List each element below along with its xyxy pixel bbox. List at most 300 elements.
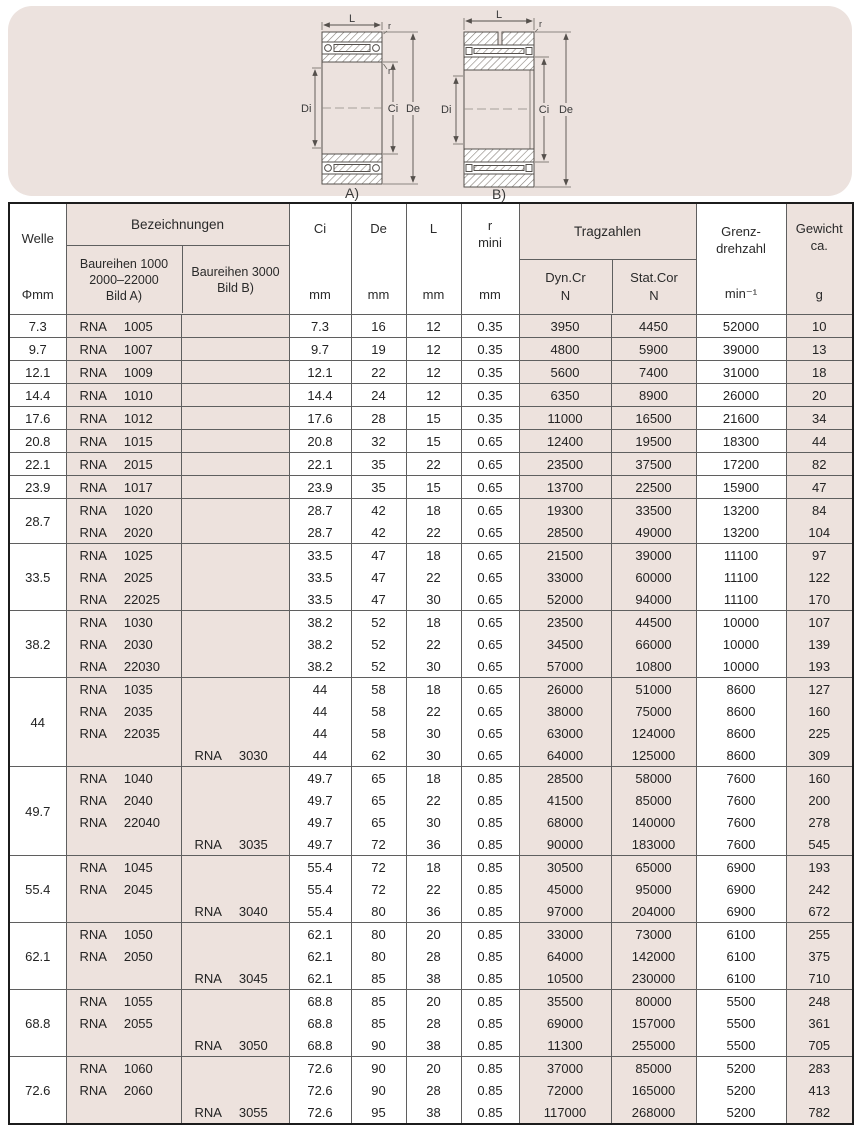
cell-ci: 55.4 bbox=[289, 856, 351, 879]
cell-ci: 72.6 bbox=[289, 1057, 351, 1080]
cell-designation-a: RNA 1015 bbox=[66, 430, 181, 453]
cell-gewicht: 107 bbox=[786, 611, 853, 634]
cell-grenzdrehzahl: 6900 bbox=[696, 856, 786, 879]
cell-l: 30 bbox=[406, 811, 461, 833]
header-l-unit: mm bbox=[422, 287, 445, 302]
cell-r-mini: 0.65 bbox=[461, 476, 519, 499]
grenz-unit: min⁻¹ bbox=[724, 286, 758, 301]
cell-de: 65 bbox=[351, 789, 406, 811]
table-row bbox=[9, 384, 853, 407]
cell-dyn-cr: 19300 bbox=[519, 499, 611, 522]
cell-dyn-cr: 38000 bbox=[519, 700, 611, 722]
cell-dyn-cr: 13700 bbox=[519, 476, 611, 499]
cell-gewicht: 193 bbox=[786, 655, 853, 678]
table-row bbox=[9, 1034, 853, 1057]
cell-dyn-cr: 69000 bbox=[519, 1012, 611, 1034]
header-stat-cor bbox=[612, 260, 696, 313]
cell-stat-cor: 39000 bbox=[611, 544, 696, 567]
cell-designation-a: RNA 1035 bbox=[66, 678, 181, 701]
table-header-row bbox=[9, 203, 853, 315]
cell-l: 22 bbox=[406, 633, 461, 655]
cell-stat-cor: 58000 bbox=[611, 767, 696, 790]
cell-ci: 49.7 bbox=[289, 789, 351, 811]
cell-designation-a: RNA 2060 bbox=[66, 1079, 181, 1101]
cell-stat-cor: 16500 bbox=[611, 407, 696, 430]
figure-a-caption: A) bbox=[345, 185, 359, 201]
cell-grenzdrehzahl: 52000 bbox=[696, 315, 786, 338]
header-r-unit: mm bbox=[479, 287, 501, 302]
cell-stat-cor: 165000 bbox=[611, 1079, 696, 1101]
cell-l: 36 bbox=[406, 833, 461, 856]
cell-stat-cor: 8900 bbox=[611, 384, 696, 407]
cell-designation-a: RNA 1030 bbox=[66, 611, 181, 634]
cell-gewicht: 248 bbox=[786, 990, 853, 1013]
cell-welle: 55.4 bbox=[9, 856, 66, 923]
table-row bbox=[9, 878, 853, 900]
cell-l: 15 bbox=[406, 430, 461, 453]
cell-dyn-cr: 68000 bbox=[519, 811, 611, 833]
cell-de: 85 bbox=[351, 990, 406, 1013]
cell-designation-b bbox=[181, 315, 289, 338]
cell-designation-b bbox=[181, 566, 289, 588]
cell-welle: 14.4 bbox=[9, 384, 66, 407]
cell-welle: 72.6 bbox=[9, 1057, 66, 1125]
cell-stat-cor: 95000 bbox=[611, 878, 696, 900]
cell-dyn-cr: 11000 bbox=[519, 407, 611, 430]
cell-gewicht: 705 bbox=[786, 1034, 853, 1057]
cell-r-mini: 0.85 bbox=[461, 1057, 519, 1080]
cell-stat-cor: 94000 bbox=[611, 588, 696, 611]
dim-r-top-label: r bbox=[388, 21, 391, 31]
header-welle-label: Welle bbox=[21, 231, 54, 246]
cell-r-mini: 0.65 bbox=[461, 566, 519, 588]
cell-dyn-cr: 12400 bbox=[519, 430, 611, 453]
cell-dyn-cr: 37000 bbox=[519, 1057, 611, 1080]
dim-de-label: De bbox=[558, 104, 574, 116]
cell-designation-a: RNA 22025 bbox=[66, 588, 181, 611]
header-baureihen-b bbox=[182, 246, 289, 313]
cell-grenzdrehzahl: 18300 bbox=[696, 430, 786, 453]
cell-grenzdrehzahl: 11100 bbox=[696, 588, 786, 611]
cell-gewicht: 127 bbox=[786, 678, 853, 701]
cell-grenzdrehzahl: 8600 bbox=[696, 722, 786, 744]
cell-de: 47 bbox=[351, 544, 406, 567]
cell-gewicht: 47 bbox=[786, 476, 853, 499]
cell-designation-b bbox=[181, 1057, 289, 1080]
cell-r-mini: 0.65 bbox=[461, 521, 519, 544]
cell-designation-a: RNA 1025 bbox=[66, 544, 181, 567]
cell-ci: 12.1 bbox=[289, 361, 351, 384]
cell-l: 22 bbox=[406, 566, 461, 588]
cell-stat-cor: 85000 bbox=[611, 1057, 696, 1080]
cell-grenzdrehzahl: 39000 bbox=[696, 338, 786, 361]
cell-designation-b bbox=[181, 476, 289, 499]
cell-r-mini: 0.85 bbox=[461, 923, 519, 946]
header-welle-unit: Φmm bbox=[21, 287, 54, 302]
cell-de: 35 bbox=[351, 476, 406, 499]
cell-l: 38 bbox=[406, 1034, 461, 1057]
cell-ci: 7.3 bbox=[289, 315, 351, 338]
cell-stat-cor: 80000 bbox=[611, 990, 696, 1013]
cell-designation-b: RNA 3050 bbox=[181, 1034, 289, 1057]
header-de-label: De bbox=[370, 221, 387, 236]
cell-designation-a: RNA 1060 bbox=[66, 1057, 181, 1080]
cell-r-mini: 0.85 bbox=[461, 1034, 519, 1057]
table-row bbox=[9, 655, 853, 678]
table-row bbox=[9, 744, 853, 767]
cell-designation-b: RNA 3030 bbox=[181, 744, 289, 767]
cell-dyn-cr: 64000 bbox=[519, 945, 611, 967]
cell-welle: 9.7 bbox=[9, 338, 66, 361]
table-row bbox=[9, 544, 853, 567]
cell-gewicht: 13 bbox=[786, 338, 853, 361]
cell-ci: 28.7 bbox=[289, 521, 351, 544]
header-bezeichnungen-label: Bezeichnungen bbox=[67, 204, 289, 246]
cell-l: 22 bbox=[406, 521, 461, 544]
cell-grenzdrehzahl: 5200 bbox=[696, 1079, 786, 1101]
cell-stat-cor: 33500 bbox=[611, 499, 696, 522]
cell-de: 32 bbox=[351, 430, 406, 453]
cell-designation-b bbox=[181, 1079, 289, 1101]
baureihen-a-line1: Baureihen 1000 bbox=[79, 256, 169, 271]
dim-di-label: Di bbox=[441, 104, 452, 116]
cell-r-mini: 0.65 bbox=[461, 655, 519, 678]
header-de bbox=[351, 203, 406, 315]
table-row bbox=[9, 1079, 853, 1101]
cell-r-mini: 0.85 bbox=[461, 811, 519, 833]
cell-de: 80 bbox=[351, 923, 406, 946]
cell-stat-cor: 230000 bbox=[611, 967, 696, 990]
cell-l: 36 bbox=[406, 900, 461, 923]
cell-dyn-cr: 4800 bbox=[519, 338, 611, 361]
cell-de: 52 bbox=[351, 611, 406, 634]
cell-l: 22 bbox=[406, 789, 461, 811]
cell-r-mini: 0.65 bbox=[461, 430, 519, 453]
header-tragzahlen-label: Tragzahlen bbox=[520, 204, 696, 260]
cell-gewicht: 104 bbox=[786, 521, 853, 544]
cell-ci: 14.4 bbox=[289, 384, 351, 407]
cell-stat-cor: 85000 bbox=[611, 789, 696, 811]
cell-grenzdrehzahl: 6100 bbox=[696, 967, 786, 990]
cell-grenzdrehzahl: 6900 bbox=[696, 878, 786, 900]
cell-de: 58 bbox=[351, 700, 406, 722]
cell-de: 47 bbox=[351, 566, 406, 588]
header-l bbox=[406, 203, 461, 315]
cell-r-mini: 0.65 bbox=[461, 722, 519, 744]
table-row bbox=[9, 722, 853, 744]
cell-designation-b bbox=[181, 430, 289, 453]
cell-l: 30 bbox=[406, 722, 461, 744]
cell-grenzdrehzahl: 7600 bbox=[696, 811, 786, 833]
table-row bbox=[9, 990, 853, 1013]
cell-dyn-cr: 26000 bbox=[519, 678, 611, 701]
header-dyn-cr bbox=[520, 260, 612, 313]
cell-ci: 68.8 bbox=[289, 1034, 351, 1057]
cell-ci: 38.2 bbox=[289, 655, 351, 678]
cell-de: 58 bbox=[351, 678, 406, 701]
cell-r-mini: 0.85 bbox=[461, 967, 519, 990]
cell-gewicht: 10 bbox=[786, 315, 853, 338]
cell-l: 15 bbox=[406, 476, 461, 499]
cell-gewicht: 160 bbox=[786, 700, 853, 722]
cell-ci: 33.5 bbox=[289, 566, 351, 588]
cell-ci: 49.7 bbox=[289, 833, 351, 856]
cell-grenzdrehzahl: 10000 bbox=[696, 611, 786, 634]
table-row bbox=[9, 633, 853, 655]
cell-designation-a: RNA 1045 bbox=[66, 856, 181, 879]
cell-designation-a: RNA 1020 bbox=[66, 499, 181, 522]
cell-gewicht: 242 bbox=[786, 878, 853, 900]
dim-ci-label: Ci bbox=[538, 104, 550, 116]
cell-l: 30 bbox=[406, 655, 461, 678]
cell-stat-cor: 49000 bbox=[611, 521, 696, 544]
cell-stat-cor: 22500 bbox=[611, 476, 696, 499]
cell-stat-cor: 7400 bbox=[611, 361, 696, 384]
cell-designation-a: RNA 2045 bbox=[66, 878, 181, 900]
cell-gewicht: 139 bbox=[786, 633, 853, 655]
cell-ci: 72.6 bbox=[289, 1079, 351, 1101]
outer-ring-top bbox=[322, 32, 382, 42]
cell-welle: 23.9 bbox=[9, 476, 66, 499]
cell-grenzdrehzahl: 17200 bbox=[696, 453, 786, 476]
cell-l: 18 bbox=[406, 499, 461, 522]
cell-designation-b bbox=[181, 384, 289, 407]
table-row bbox=[9, 566, 853, 588]
cell-designation-b bbox=[181, 361, 289, 384]
cell-stat-cor: 51000 bbox=[611, 678, 696, 701]
table-row bbox=[9, 611, 853, 634]
cell-de: 72 bbox=[351, 856, 406, 879]
cell-de: 35 bbox=[351, 453, 406, 476]
table-row bbox=[9, 407, 853, 430]
cell-ci: 38.2 bbox=[289, 633, 351, 655]
cell-designation-a bbox=[66, 744, 181, 767]
dim-r-inner-label: r bbox=[388, 66, 391, 76]
table-row bbox=[9, 923, 853, 946]
cell-designation-b bbox=[181, 856, 289, 879]
cell-stat-cor: 5900 bbox=[611, 338, 696, 361]
cell-welle: 20.8 bbox=[9, 430, 66, 453]
cell-de: 85 bbox=[351, 967, 406, 990]
cell-designation-a: RNA 22040 bbox=[66, 811, 181, 833]
cell-r-mini: 0.65 bbox=[461, 544, 519, 567]
gewicht-line1: Gewicht bbox=[795, 221, 843, 236]
baureihen-a-line3: Bild A) bbox=[105, 288, 143, 303]
header-ci bbox=[289, 203, 351, 315]
outer-ring-top-left bbox=[464, 32, 498, 45]
cell-gewicht: 160 bbox=[786, 767, 853, 790]
cage-left bbox=[466, 48, 472, 55]
cell-designation-a: RNA 1050 bbox=[66, 923, 181, 946]
cell-grenzdrehzahl: 13200 bbox=[696, 521, 786, 544]
cell-dyn-cr: 28500 bbox=[519, 767, 611, 790]
cell-gewicht: 225 bbox=[786, 722, 853, 744]
cell-stat-cor: 204000 bbox=[611, 900, 696, 923]
cell-ci: 55.4 bbox=[289, 878, 351, 900]
cell-ci: 68.8 bbox=[289, 990, 351, 1013]
cell-stat-cor: 183000 bbox=[611, 833, 696, 856]
cell-stat-cor: 37500 bbox=[611, 453, 696, 476]
cell-designation-a: RNA 2030 bbox=[66, 633, 181, 655]
cell-gewicht: 18 bbox=[786, 361, 853, 384]
cage-right bbox=[526, 48, 532, 55]
cell-designation-b bbox=[181, 722, 289, 744]
cell-welle: 12.1 bbox=[9, 361, 66, 384]
cell-ci: 62.1 bbox=[289, 967, 351, 990]
cell-dyn-cr: 41500 bbox=[519, 789, 611, 811]
table-row bbox=[9, 521, 853, 544]
cell-de: 90 bbox=[351, 1079, 406, 1101]
cell-dyn-cr: 63000 bbox=[519, 722, 611, 744]
cell-stat-cor: 65000 bbox=[611, 856, 696, 879]
cell-de: 42 bbox=[351, 499, 406, 522]
table-body bbox=[9, 315, 853, 1125]
cell-designation-b bbox=[181, 990, 289, 1013]
cell-de: 80 bbox=[351, 945, 406, 967]
cell-designation-a bbox=[66, 900, 181, 923]
stat-cor-label: Stat.Cor bbox=[630, 269, 678, 285]
cell-r-mini: 0.35 bbox=[461, 338, 519, 361]
cell-gewicht: 710 bbox=[786, 967, 853, 990]
table-row bbox=[9, 338, 853, 361]
cell-designation-a bbox=[66, 1101, 181, 1124]
cell-designation-a: RNA 2020 bbox=[66, 521, 181, 544]
cell-de: 62 bbox=[351, 744, 406, 767]
cell-ci: 33.5 bbox=[289, 588, 351, 611]
cell-r-mini: 0.85 bbox=[461, 833, 519, 856]
cell-grenzdrehzahl: 31000 bbox=[696, 361, 786, 384]
cell-gewicht: 200 bbox=[786, 789, 853, 811]
cell-stat-cor: 19500 bbox=[611, 430, 696, 453]
header-gewicht bbox=[786, 203, 853, 315]
cell-l: 12 bbox=[406, 361, 461, 384]
cell-designation-b bbox=[181, 678, 289, 701]
header-baureihen-a bbox=[67, 246, 182, 313]
gewicht-unit: g bbox=[815, 287, 823, 302]
dyn-cr-unit: N bbox=[560, 287, 571, 303]
cell-designation-b: RNA 3040 bbox=[181, 900, 289, 923]
cell-r-mini: 0.85 bbox=[461, 878, 519, 900]
cell-welle: 17.6 bbox=[9, 407, 66, 430]
cell-dyn-cr: 64000 bbox=[519, 744, 611, 767]
dyn-cr-label: Dyn.Cr bbox=[545, 269, 586, 285]
cell-dyn-cr: 35500 bbox=[519, 990, 611, 1013]
cell-grenzdrehzahl: 10000 bbox=[696, 655, 786, 678]
cell-de: 65 bbox=[351, 811, 406, 833]
cell-de: 22 bbox=[351, 361, 406, 384]
cell-stat-cor: 66000 bbox=[611, 633, 696, 655]
cell-dyn-cr: 28500 bbox=[519, 521, 611, 544]
bearing-cross-section-a bbox=[298, 14, 440, 202]
header-l-label: L bbox=[429, 221, 438, 236]
table-row bbox=[9, 453, 853, 476]
cell-designation-b bbox=[181, 453, 289, 476]
grenz-line1: Grenz- bbox=[721, 224, 761, 239]
cell-gewicht: 782 bbox=[786, 1101, 853, 1124]
dim-di-label: Di bbox=[301, 103, 312, 115]
cell-designation-b bbox=[181, 767, 289, 790]
cell-dyn-cr: 3950 bbox=[519, 315, 611, 338]
cell-r-mini: 0.65 bbox=[461, 453, 519, 476]
cell-designation-a: RNA 1040 bbox=[66, 767, 181, 790]
cell-dyn-cr: 33000 bbox=[519, 566, 611, 588]
cell-r-mini: 0.35 bbox=[461, 361, 519, 384]
cell-designation-b bbox=[181, 633, 289, 655]
cell-gewicht: 545 bbox=[786, 833, 853, 856]
table-row bbox=[9, 789, 853, 811]
cell-de: 19 bbox=[351, 338, 406, 361]
cell-de: 65 bbox=[351, 767, 406, 790]
cell-gewicht: 361 bbox=[786, 1012, 853, 1034]
cell-designation-a: RNA 2015 bbox=[66, 453, 181, 476]
cell-r-mini: 0.85 bbox=[461, 945, 519, 967]
cell-l: 28 bbox=[406, 1079, 461, 1101]
cell-designation-b bbox=[181, 945, 289, 967]
cell-grenzdrehzahl: 8600 bbox=[696, 744, 786, 767]
cell-dyn-cr: 57000 bbox=[519, 655, 611, 678]
cell-r-mini: 0.35 bbox=[461, 315, 519, 338]
cell-dyn-cr: 52000 bbox=[519, 588, 611, 611]
cell-l: 20 bbox=[406, 1057, 461, 1080]
cell-dyn-cr: 45000 bbox=[519, 878, 611, 900]
table-row bbox=[9, 476, 853, 499]
cell-de: 42 bbox=[351, 521, 406, 544]
cell-ci: 62.1 bbox=[289, 923, 351, 946]
cell-dyn-cr: 21500 bbox=[519, 544, 611, 567]
cell-gewicht: 375 bbox=[786, 945, 853, 967]
cell-r-mini: 0.65 bbox=[461, 588, 519, 611]
cell-r-mini: 0.85 bbox=[461, 900, 519, 923]
table-row bbox=[9, 588, 853, 611]
cell-dyn-cr: 30500 bbox=[519, 856, 611, 879]
roller-right bbox=[373, 45, 380, 52]
cell-r-mini: 0.65 bbox=[461, 499, 519, 522]
cell-stat-cor: 255000 bbox=[611, 1034, 696, 1057]
cell-l: 38 bbox=[406, 1101, 461, 1124]
cell-gewicht: 193 bbox=[786, 856, 853, 879]
dim-de-label: De bbox=[405, 103, 421, 115]
cell-designation-b bbox=[181, 544, 289, 567]
cell-l: 30 bbox=[406, 588, 461, 611]
cell-de: 80 bbox=[351, 900, 406, 923]
cell-welle: 38.2 bbox=[9, 611, 66, 678]
roller-left bbox=[325, 45, 332, 52]
cell-ci: 28.7 bbox=[289, 499, 351, 522]
cell-designation-a: RNA 1012 bbox=[66, 407, 181, 430]
cell-gewicht: 44 bbox=[786, 430, 853, 453]
cell-ci: 72.6 bbox=[289, 1101, 351, 1124]
cell-grenzdrehzahl: 11100 bbox=[696, 566, 786, 588]
cell-de: 47 bbox=[351, 588, 406, 611]
cell-dyn-cr: 6350 bbox=[519, 384, 611, 407]
cell-dyn-cr: 10500 bbox=[519, 967, 611, 990]
cell-designation-b: RNA 3035 bbox=[181, 833, 289, 856]
cell-r-mini: 0.85 bbox=[461, 1101, 519, 1124]
cell-l: 12 bbox=[406, 338, 461, 361]
cell-grenzdrehzahl: 11100 bbox=[696, 544, 786, 567]
gewicht-line2: ca. bbox=[810, 238, 828, 253]
cell-r-mini: 0.85 bbox=[461, 1012, 519, 1034]
cell-stat-cor: 60000 bbox=[611, 566, 696, 588]
cell-gewicht: 170 bbox=[786, 588, 853, 611]
cell-l: 12 bbox=[406, 384, 461, 407]
cell-grenzdrehzahl: 10000 bbox=[696, 633, 786, 655]
cell-designation-b bbox=[181, 588, 289, 611]
cell-gewicht: 255 bbox=[786, 923, 853, 946]
cell-de: 90 bbox=[351, 1034, 406, 1057]
grenz-line2: drehzahl bbox=[716, 241, 766, 256]
table-row bbox=[9, 967, 853, 990]
